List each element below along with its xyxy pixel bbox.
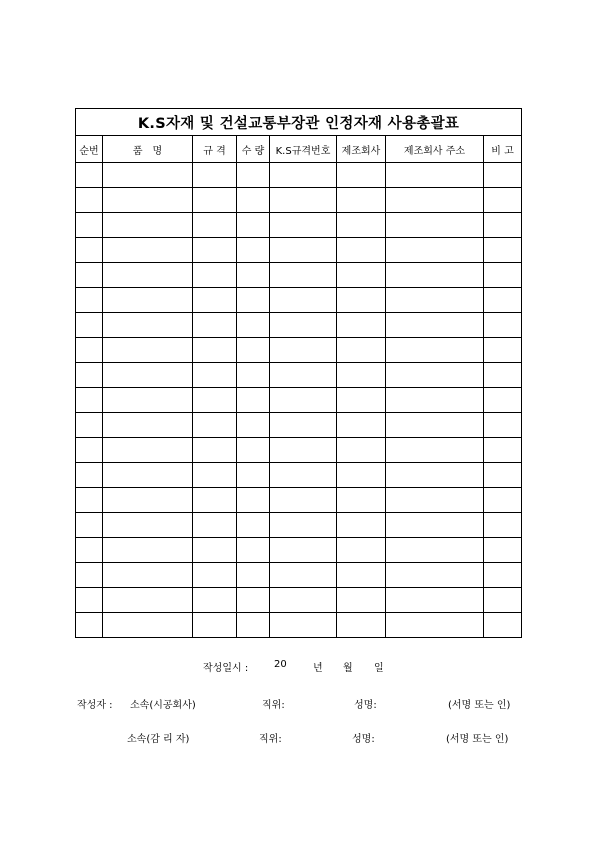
table-cell (193, 588, 237, 613)
table-cell (237, 563, 270, 588)
table-cell (270, 463, 337, 488)
table-row (76, 163, 522, 188)
supervisor-sign: (서명 또는 인) (446, 734, 509, 745)
table-cell (270, 613, 337, 638)
table-cell (237, 213, 270, 238)
table-cell (270, 388, 337, 413)
table-cell (237, 338, 270, 363)
table-cell (484, 363, 522, 388)
table-cell (103, 563, 193, 588)
table-cell (337, 463, 386, 488)
table-cell (337, 363, 386, 388)
table-cell (270, 413, 337, 438)
table-cell (103, 438, 193, 463)
table-cell (76, 188, 103, 213)
col-header-quantity: 수 량 (237, 136, 270, 163)
table-cell (484, 513, 522, 538)
table-cell (386, 538, 484, 563)
table-cell (237, 488, 270, 513)
table-row (76, 188, 522, 213)
table-cell (337, 538, 386, 563)
table-cell (103, 538, 193, 563)
table-cell (193, 488, 237, 513)
table-row (76, 388, 522, 413)
table-cell (337, 513, 386, 538)
table-cell (103, 463, 193, 488)
table-cell (337, 263, 386, 288)
table-cell (193, 338, 237, 363)
table-cell (484, 488, 522, 513)
table-cell (484, 413, 522, 438)
table-cell (337, 313, 386, 338)
table-cell (237, 513, 270, 538)
table-cell (76, 438, 103, 463)
table-cell (337, 213, 386, 238)
table-row (76, 413, 522, 438)
table-cell (386, 263, 484, 288)
table-row (76, 438, 522, 463)
table-cell (484, 288, 522, 313)
table-cell (484, 338, 522, 363)
table-cell (103, 263, 193, 288)
table-cell (193, 563, 237, 588)
table-cell (76, 238, 103, 263)
table-cell (237, 388, 270, 413)
table-cell (484, 613, 522, 638)
table-row (76, 313, 522, 338)
table-cell (237, 363, 270, 388)
table-cell (237, 413, 270, 438)
table-cell (76, 338, 103, 363)
writer-affiliation: 소속(시공회사) (130, 700, 196, 711)
table-cell (76, 463, 103, 488)
table-cell (270, 313, 337, 338)
table-cell (193, 413, 237, 438)
col-header-number: 순번 (76, 136, 103, 163)
table-cell (484, 238, 522, 263)
table-cell (193, 163, 237, 188)
table-cell (337, 563, 386, 588)
table-cell (337, 488, 386, 513)
table-cell (103, 163, 193, 188)
table-cell (484, 588, 522, 613)
table-cell (237, 438, 270, 463)
table-row (76, 463, 522, 488)
table-cell (193, 538, 237, 563)
col-header-manufacturer: 제조회사 (337, 136, 386, 163)
table-cell (193, 613, 237, 638)
table-cell (386, 588, 484, 613)
table-cell (193, 388, 237, 413)
table-cell (103, 613, 193, 638)
table-cell (484, 438, 522, 463)
table-cell (386, 288, 484, 313)
table-cell (103, 213, 193, 238)
table-cell (270, 163, 337, 188)
table-cell (484, 538, 522, 563)
table-cell (103, 413, 193, 438)
table-cell (337, 163, 386, 188)
table-cell (270, 538, 337, 563)
table-cell (337, 288, 386, 313)
table-cell (386, 213, 484, 238)
table-cell (76, 263, 103, 288)
table-row (76, 613, 522, 638)
table-cell (386, 438, 484, 463)
table-cell (76, 563, 103, 588)
table-cell (386, 313, 484, 338)
supervisor-name: 성명: (352, 734, 375, 745)
table-cell (337, 588, 386, 613)
table-cell (237, 163, 270, 188)
table-cell (270, 188, 337, 213)
table-cell (76, 313, 103, 338)
table-cell (103, 238, 193, 263)
table-cell (270, 363, 337, 388)
table-cell (193, 188, 237, 213)
table-cell (193, 288, 237, 313)
table-cell (237, 613, 270, 638)
table-cell (337, 613, 386, 638)
table-cell (193, 213, 237, 238)
table-cell (270, 438, 337, 463)
table-cell (193, 463, 237, 488)
table-cell (193, 238, 237, 263)
table-cell (103, 288, 193, 313)
materials-table (75, 108, 522, 638)
col-header-item-name: 품 명 (103, 136, 193, 163)
table-row (76, 538, 522, 563)
month-unit: 월 (343, 663, 353, 674)
table-cell (76, 488, 103, 513)
table-cell (193, 263, 237, 288)
col-header-remarks: 비 고 (484, 136, 522, 163)
table-cell (386, 463, 484, 488)
table-cell (237, 313, 270, 338)
table-cell (484, 163, 522, 188)
table-row (76, 488, 522, 513)
table-cell (103, 513, 193, 538)
table-cell (103, 488, 193, 513)
table-cell (337, 438, 386, 463)
table-cell (76, 538, 103, 563)
date-label: 작성일시 : (203, 663, 249, 674)
table-cell (76, 513, 103, 538)
year-prefix: 20 (274, 659, 287, 670)
supervisor-affiliation: 소속(감 리 자) (127, 734, 190, 745)
table-cell (484, 313, 522, 338)
table-cell (386, 563, 484, 588)
table-cell (270, 513, 337, 538)
table-cell (193, 513, 237, 538)
table-row (76, 363, 522, 388)
table-cell (193, 313, 237, 338)
table-cell (270, 263, 337, 288)
table-cell (386, 513, 484, 538)
year-unit: 년 (313, 663, 323, 674)
table-cell (484, 188, 522, 213)
writer-sign: (서명 또는 인) (448, 700, 511, 711)
table-cell (270, 213, 337, 238)
table-cell (103, 388, 193, 413)
table-cell (337, 188, 386, 213)
table-cell (270, 238, 337, 263)
summary-sheet (75, 108, 521, 638)
table-cell (270, 288, 337, 313)
table-cell (386, 363, 484, 388)
writer-position: 직위: (262, 700, 285, 711)
table-cell (386, 238, 484, 263)
table-cell (237, 188, 270, 213)
writer-label: 작성자 : (77, 700, 113, 711)
table-cell (484, 213, 522, 238)
header-row (76, 136, 522, 163)
table-cell (386, 338, 484, 363)
table-cell (103, 363, 193, 388)
table-cell (76, 613, 103, 638)
table-cell (76, 413, 103, 438)
table-row (76, 263, 522, 288)
table-cell (484, 263, 522, 288)
table-cell (386, 188, 484, 213)
table-cell (237, 538, 270, 563)
table-cell (76, 163, 103, 188)
col-header-manufacturer-address: 제조회사 주소 (386, 136, 484, 163)
table-row (76, 213, 522, 238)
table-cell (337, 338, 386, 363)
table-cell (386, 488, 484, 513)
table-cell (193, 363, 237, 388)
table-cell (337, 238, 386, 263)
table-cell (484, 388, 522, 413)
table-row (76, 588, 522, 613)
table-row (76, 338, 522, 363)
table-row (76, 288, 522, 313)
table-cell (237, 263, 270, 288)
table-row (76, 563, 522, 588)
writer-name: 성명: (354, 700, 377, 711)
table-cell (270, 563, 337, 588)
table-cell (386, 413, 484, 438)
table-cell (237, 288, 270, 313)
table-cell (337, 413, 386, 438)
table-cell (76, 288, 103, 313)
table-cell (270, 588, 337, 613)
table-cell (237, 238, 270, 263)
col-header-spec: 규 격 (193, 136, 237, 163)
day-unit: 일 (374, 663, 384, 674)
table-cell (337, 388, 386, 413)
table-cell (103, 188, 193, 213)
table-cell (484, 563, 522, 588)
table-cell (193, 438, 237, 463)
table-cell (270, 338, 337, 363)
supervisor-position: 직위: (259, 734, 282, 745)
table-cell (76, 363, 103, 388)
table-cell (76, 213, 103, 238)
table-cell (237, 588, 270, 613)
table-cell (76, 588, 103, 613)
table-cell (103, 588, 193, 613)
table-cell (270, 488, 337, 513)
table-cell (103, 338, 193, 363)
col-header-ks-number: K.S규격번호 (270, 136, 337, 163)
table-cell (386, 613, 484, 638)
table-cell (103, 313, 193, 338)
table-cell (386, 388, 484, 413)
table-cell (76, 388, 103, 413)
table-row (76, 513, 522, 538)
table-title: K.S자재 및 건설교통부장관 인정자재 사용총괄표 (76, 109, 522, 136)
table-cell (386, 163, 484, 188)
table-cell (237, 463, 270, 488)
table-cell (484, 463, 522, 488)
table-row (76, 238, 522, 263)
